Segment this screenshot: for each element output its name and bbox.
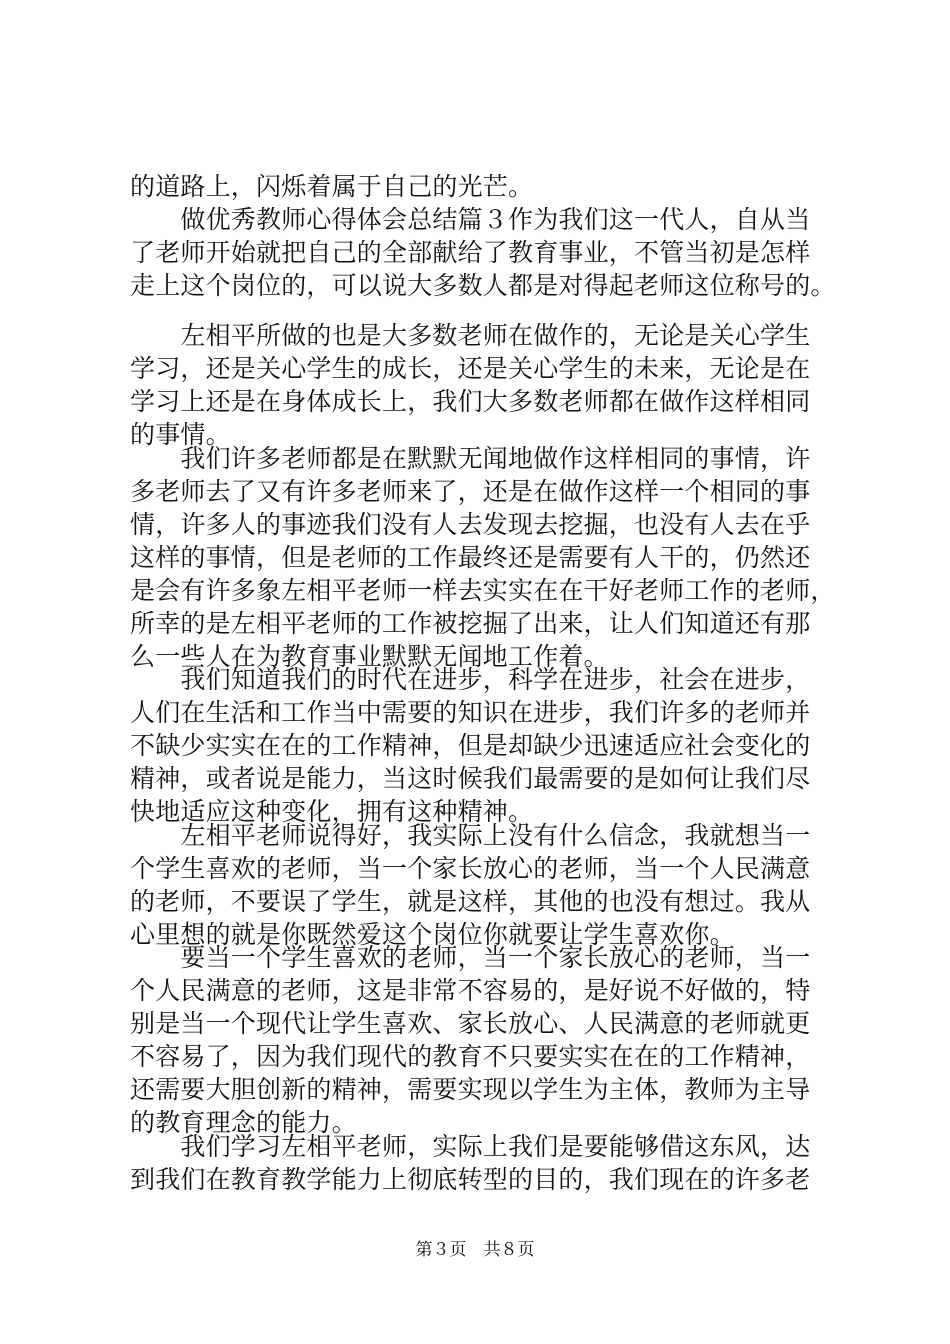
text-line: 我们许多老师都是在默默无闻地做作这样相同的事情，许 bbox=[130, 444, 811, 473]
text-line: 左相平所做的也是大多数老师在做作的，无论是关心学生 bbox=[130, 321, 811, 350]
text-line: 个学生喜欢的老师，当一个家长放心的老师，当一个人民满意 bbox=[130, 854, 811, 883]
text-line: 多老师去了又有许多老师来了，还是在做作这样一个相同的事 bbox=[130, 477, 811, 506]
text-line: 所幸的是左相平老师的工作被挖掘了出来，让人们知道还有那 bbox=[130, 609, 811, 638]
text-line: 走上这个岗位的，可以说大多数人都是对得起老师这位称号的。 bbox=[130, 271, 836, 300]
text-line: 精神，或者说是能力，当这时候我们最需要的是如何让我们尽 bbox=[130, 764, 811, 793]
text-line: 心里想的就是你既然爱这个岗位你就要让学生喜欢你。 bbox=[130, 920, 735, 949]
text-line: 的事情。 bbox=[130, 420, 231, 449]
text-line: 么一些人在为教育事业默默无闻地工作着。 bbox=[130, 642, 609, 671]
page-footer: 第３页 共８页 bbox=[415, 1240, 535, 1260]
text-line: 这样的事情，但是老师的工作最终还是需要有人干的，仍然还 bbox=[130, 543, 811, 572]
text-line: 的老师，不要误了学生，就是这样，其他的也没有想过。我从 bbox=[130, 887, 811, 916]
text-line: 学习，还是关心学生的成长，还是关心学生的未来，无论是在 bbox=[130, 354, 811, 383]
text-line: 左相平老师说得好，我实际上没有什么信念，我就想当一 bbox=[130, 821, 811, 850]
text-line: 了老师开始就把自己的全部献给了教育事业，不管当初是怎样 bbox=[130, 238, 811, 267]
text-line: 的教育理念的能力。 bbox=[130, 1108, 357, 1137]
text-line: 不容易了，因为我们现代的教育不只要实实在在的工作精神， bbox=[130, 1042, 811, 1071]
text-line: 还需要大胆创新的精神，需要实现以学生为主体，教师为主导 bbox=[130, 1075, 811, 1104]
text-line: 个人民满意的老师，这是非常不容易的，是好说不好做的，特 bbox=[130, 976, 811, 1005]
text-line: 快地适应这种变化，拥有这种精神。 bbox=[130, 797, 534, 826]
text-line: 做优秀教师心得体会总结篇３作为我们这一代人，自从当 bbox=[130, 205, 811, 234]
text-line: 学习上还是在身体成长上，我们大多数老师都在做作这样相同 bbox=[130, 387, 811, 416]
text-line: 我们知道我们的时代在进步，科学在进步，社会在进步， bbox=[130, 665, 811, 694]
text-line: 人们在生活和工作当中需要的知识在进步，我们许多的老师并 bbox=[130, 698, 811, 727]
text-line: 情，许多人的事迹我们没有人去发现去挖掘，也没有人去在乎 bbox=[130, 510, 811, 539]
text-line: 到我们在教育教学能力上彻底转型的目的，我们现在的许多老 bbox=[130, 1165, 811, 1194]
text-line: 是会有许多象左相平老师一样去实实在在干好老师工作的老师， bbox=[130, 576, 836, 605]
text-line: 我们学习左相平老师，实际上我们是要能够借这东风，达 bbox=[130, 1132, 811, 1161]
text-line: 别是当一个现代让学生喜欢、家长放心、人民满意的老师就更 bbox=[130, 1009, 811, 1038]
text-line: 要当一个学生喜欢的老师，当一个家长放心的老师，当一 bbox=[130, 943, 811, 972]
text-line: 不缺少实实在在的工作精神，但是却缺少迅速适应社会变化的 bbox=[130, 731, 811, 760]
text-line: 的道路上，闪烁着属于自己的光芒。 bbox=[130, 172, 534, 201]
